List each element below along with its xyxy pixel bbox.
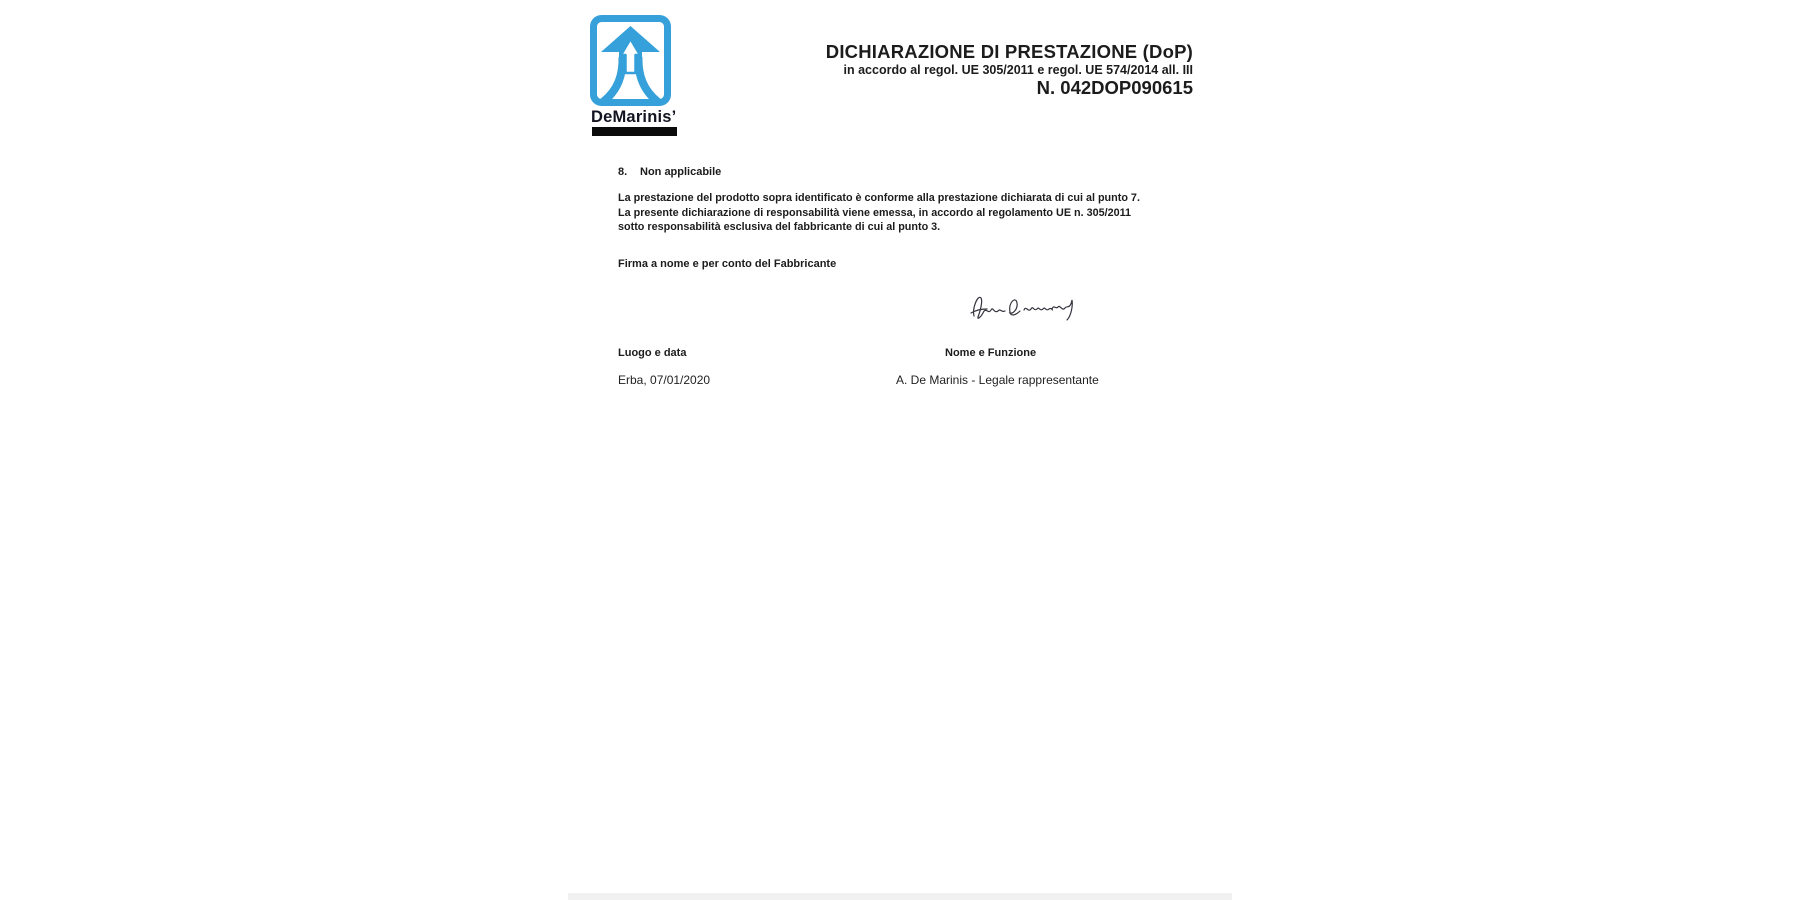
logo-brand-name: DeMarinis’: [591, 108, 677, 126]
name-function-label: Nome e Funzione: [945, 347, 1037, 359]
document-number: N. 042DOP090615: [1036, 77, 1193, 98]
logo-black-bar: [592, 127, 677, 136]
name-function-value: A. De Marinis - Legale rappresentante: [896, 373, 1099, 387]
section-8-item: [618, 166, 721, 178]
document-subtitle: in accordo al regol. UE 305/2011 e regol. UE 574/2014 all. III: [843, 63, 1193, 77]
document-header: [826, 42, 1193, 98]
signature-caption: Firma a nome e per conto del Fabbricante: [618, 258, 837, 270]
section-8-number: 8.: [618, 166, 628, 178]
declaration-paragraph: [618, 191, 1140, 235]
declaration-line-3: sotto responsabilità esclusiva del fabbricante di cui al punto 3.: [618, 221, 941, 233]
handwritten-signature: [968, 286, 1078, 326]
place-date-value: Erba, 07/01/2020: [618, 373, 711, 387]
declaration-line-1: La prestazione del prodotto sopra identificato è conforme alla prestazione dichiarata di cui al punto 7.: [618, 192, 1140, 204]
demarinis-arrow-chimney-icon: [590, 15, 671, 106]
section-8-label: Non applicabile: [640, 166, 722, 178]
document-title: DICHIARAZIONE DI PRESTAZIONE (DoP): [825, 41, 1193, 62]
scan-edge-artifact: [568, 893, 1232, 900]
declaration-line-2: La presente dichiarazione di responsabilità viene emessa, in accordo al regolamento UE n. 305/2011: [618, 206, 1132, 219]
place-date-label: Luogo e data: [618, 347, 687, 359]
company-logo: [590, 15, 684, 126]
